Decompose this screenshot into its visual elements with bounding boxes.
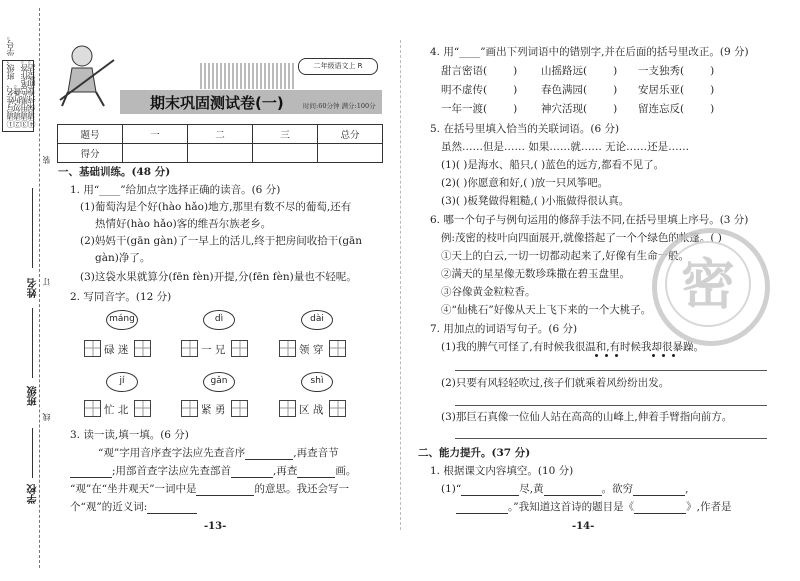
class-field[interactable] xyxy=(32,308,33,378)
q5-stem: 5. 在括号里填入恰当的关联词语。(6 分) xyxy=(430,123,620,135)
char-box[interactable] xyxy=(231,400,248,417)
q7-item-2: (2)只要有风轻轻吹过,孩子们就乘着风纷纷出发。 xyxy=(441,377,670,389)
answer-blank[interactable] xyxy=(245,448,293,460)
q1-line-5: (3)这袋水果就算分(fēn fèn)开提,分(fēn fèn)量也不轻呢。 xyxy=(80,271,357,283)
q2-word: 领 穿 xyxy=(299,344,324,356)
q5-item-3[interactable]: (3)( )板凳做得粗糙,( )小瓶做得很认真。 xyxy=(441,195,630,207)
pinyin-oval: gǎn xyxy=(203,372,235,392)
answer-blank[interactable] xyxy=(231,466,273,478)
q4-item: 山摇路远( xyxy=(541,65,588,77)
q3-text: ,再查音节 xyxy=(293,447,339,459)
pinyin-oval: máng xyxy=(106,310,138,330)
q4-item: 留连忘反( xyxy=(638,103,685,115)
q4-close: ) xyxy=(710,103,715,115)
char-box[interactable] xyxy=(181,340,198,357)
q4-item: 神穴活现( xyxy=(541,103,588,115)
q6-item-1: ①天上的白云,一切一切都动起来了,好像有生命一般。 xyxy=(441,250,690,262)
char-box[interactable] xyxy=(84,400,101,417)
q2-word: 忙 北 xyxy=(104,404,129,416)
monkey-king-icon xyxy=(58,40,118,110)
q4-close: ) xyxy=(513,84,518,96)
q4-row-3c xyxy=(638,102,714,116)
q4-row-2 xyxy=(441,83,517,97)
q2-word: 区 战 xyxy=(299,404,324,416)
emphasis-dot xyxy=(662,354,665,357)
q3-text: 的意思。我还会写一 xyxy=(254,483,349,495)
emphasis-dot xyxy=(615,354,618,357)
pinyin-oval: dài xyxy=(301,310,333,330)
q4-close: ) xyxy=(710,65,715,77)
page-divider xyxy=(400,40,402,530)
char-box[interactable] xyxy=(329,400,346,417)
char-box[interactable] xyxy=(84,340,101,357)
answer-blank[interactable] xyxy=(147,502,197,514)
q4-row-1c xyxy=(638,64,714,78)
q4-item: 一年一渡( xyxy=(441,103,488,115)
q3-line-3 xyxy=(70,482,349,496)
q3-line-2 xyxy=(70,464,356,478)
emphasis-dot xyxy=(605,354,608,357)
q1-stem: 1. 用“____”给加点字选择正确的读音。(6 分) xyxy=(70,184,281,196)
confidential-stamp xyxy=(652,228,770,346)
q5-item-1[interactable]: (1)( )是海水、船只,( )蓝色的远方,都看不见了。 xyxy=(441,159,665,171)
section-1-title: 一、基础训练。(48 分) xyxy=(58,166,171,178)
q2-stem: 2. 写同音字。(12 分) xyxy=(70,291,172,303)
char-box[interactable] xyxy=(231,340,248,357)
score-cell[interactable] xyxy=(253,144,318,163)
q8-line-1 xyxy=(441,482,688,496)
answer-blank[interactable] xyxy=(456,502,508,514)
score-cell[interactable] xyxy=(318,144,383,163)
q8-text: , xyxy=(685,483,689,495)
emphasis-dot xyxy=(672,354,675,357)
q1-line-4: gàn)净了。 xyxy=(95,252,151,264)
q3-text: 画。 xyxy=(335,465,357,477)
q4-close: ) xyxy=(613,65,618,77)
binding-note-4: ④请保持卷面整洁。 xyxy=(27,56,36,128)
q5-options: 虽然……但是…… 如果……就…… 无论……还是…… xyxy=(441,141,690,153)
q1-line-2: 热情好(hào hǎo)客的维吾尔族老乡。 xyxy=(95,218,272,230)
q4-item: 明不虚传( xyxy=(441,84,488,96)
q4-close: ) xyxy=(513,103,518,115)
q4-item: 一支独秀( xyxy=(638,65,685,77)
q8-text: 。欲穷 xyxy=(601,483,634,495)
q4-item: 春色满园( xyxy=(541,84,588,96)
char-box[interactable] xyxy=(279,340,296,357)
q7-item-1: (1)我的脾气可怪了,有时候我很温和,有时候我却很暴躁。 xyxy=(441,341,705,353)
q7-stem: 7. 用加点的词语写句子。(6 分) xyxy=(430,323,578,335)
q8-stem: 1. 根据课文内容填空。(10 分) xyxy=(430,465,574,477)
q2-word: 紧 勇 xyxy=(201,404,226,416)
q3-text: ,再查 xyxy=(273,465,298,477)
q1-line-1: (1)葡萄沟是个好(hào hǎo)地方,那里有数不尽的葡萄,还有 xyxy=(80,201,352,213)
school-label: 学校 xyxy=(28,484,39,504)
q3-text: “观”字用音序查字法应先查音序 xyxy=(98,447,246,459)
char-box[interactable] xyxy=(181,400,198,417)
pinyin-oval: shì xyxy=(301,372,333,392)
q8-text: (1)“ xyxy=(441,483,462,495)
answer-blank[interactable] xyxy=(297,466,335,478)
emphasis-dot xyxy=(595,354,598,357)
q8-text: 》,作者是 xyxy=(686,501,732,513)
answer-blank[interactable] xyxy=(461,484,519,496)
q4-row-1 xyxy=(441,64,517,78)
score-header-row xyxy=(58,125,383,144)
pinyin-oval: dì xyxy=(203,310,235,330)
q6-stem: 6. 哪一个句子与例句运用的修辞手法不同,在括号里填上序号。(3 分) xyxy=(430,214,749,226)
q4-row-1b xyxy=(541,64,617,78)
page-title: 期末巩固测试卷(一) xyxy=(150,94,284,112)
class-label: 班级 xyxy=(28,386,39,406)
binding-note-2: ②请勿折叠。 xyxy=(13,80,22,128)
q4-close: ) xyxy=(513,65,518,77)
char-box[interactable] xyxy=(329,340,346,357)
q6-item-4: ④“仙桃石”好像从天上飞下来的一个大桃子。 xyxy=(441,304,652,316)
score-header-cell: 三 xyxy=(253,125,318,144)
q6-example[interactable]: 例:茂密的枝叶向四面展开,就像搭起了一个个绿色的帐篷。( ) xyxy=(441,232,722,244)
cut-mark-2: 订 xyxy=(42,278,51,286)
answer-line[interactable] xyxy=(455,405,767,406)
score-cell[interactable] xyxy=(123,144,188,163)
q7-item-3: (3)那巨石真像一位仙人站在高高的山峰上,伸着手臂指向前方。 xyxy=(441,411,733,423)
score-row-label: 得分 xyxy=(58,144,123,163)
school-field[interactable] xyxy=(32,428,33,478)
cut-mark-3: 线 xyxy=(42,413,51,421)
name-field[interactable] xyxy=(32,188,33,268)
score-table xyxy=(57,124,383,163)
char-box[interactable] xyxy=(279,400,296,417)
q4-item: 安居乐亚( xyxy=(638,84,685,96)
q2-word: 碌 迷 xyxy=(104,344,129,356)
q4-close: ) xyxy=(613,103,618,115)
char-box[interactable] xyxy=(134,340,151,357)
q4-row-2c xyxy=(638,83,714,97)
stamp-text: 密 xyxy=(665,241,751,327)
q4-close: ) xyxy=(613,84,618,96)
q8-text: 。”我知道这首诗的题目是《 xyxy=(508,501,635,513)
answer-blank[interactable] xyxy=(544,484,602,496)
name-label: 姓名 xyxy=(28,278,39,298)
page-number-left: -13- xyxy=(204,521,227,532)
page-number-right: -14- xyxy=(572,521,595,532)
answer-blank[interactable] xyxy=(633,484,685,496)
q3-text: 个“观”的近义词: xyxy=(70,501,148,513)
score-value-row xyxy=(58,144,383,163)
answer-blank[interactable] xyxy=(70,466,112,478)
score-header-cell: 总分 xyxy=(318,125,383,144)
answer-blank[interactable] xyxy=(634,502,686,514)
q3-text: “观”在“坐井观天”一词中是 xyxy=(70,483,197,495)
q4-item: 甜言密语( xyxy=(441,65,488,77)
q3-line-4 xyxy=(70,500,197,514)
q4-row-3b xyxy=(541,102,617,116)
binding-note-1: ①请写姓名、班级、学号。 xyxy=(6,32,15,128)
score-cell[interactable] xyxy=(188,144,253,163)
q5-item-2[interactable]: (2)( )你愿意和好,( )放一只风筝吧。 xyxy=(441,177,609,189)
binding-note-3: ③请用黑色笔作答。 xyxy=(20,56,29,128)
q3-line-1 xyxy=(98,446,339,460)
q8-text: 尽,黄 xyxy=(519,483,544,495)
score-header-cell: 题号 xyxy=(58,125,123,144)
pinyin-oval: jí xyxy=(106,372,138,392)
answer-blank[interactable] xyxy=(196,484,254,496)
q4-row-2b xyxy=(541,83,617,97)
q2-word: 一 兄 xyxy=(201,344,226,356)
emphasis-dot xyxy=(652,354,655,357)
q4-row-3 xyxy=(441,102,517,116)
section-2-title: 二、能力提升。(37 分) xyxy=(418,447,531,459)
q4-stem: 4. 用“____”画出下列词语中的错别字,并在后面的括号里改正。(9 分) xyxy=(430,46,749,58)
binding-notes-box xyxy=(2,32,36,132)
q1-line-3: (2)妈妈干(gān gàn)了一早上的活儿,终于把房间收拾干(gān xyxy=(80,235,363,247)
q3-text: ;用部首查字法应先查部首 xyxy=(112,465,232,477)
answer-line[interactable] xyxy=(455,438,767,439)
grade-badge: 二年级语文上 R xyxy=(298,58,378,75)
exam-meta: 时间:60分钟 满分:100分 xyxy=(303,102,376,110)
q6-item-3: ③谷像黄金粒粒香。 xyxy=(441,286,536,298)
char-box[interactable] xyxy=(134,400,151,417)
binding-strip xyxy=(2,8,51,568)
answer-line[interactable] xyxy=(455,370,767,371)
q8-line-2 xyxy=(456,500,731,514)
score-header-cell: 一 xyxy=(123,125,188,144)
q6-item-2: ②满天的星星像无数珍珠撒在碧玉盘里。 xyxy=(441,268,630,280)
header-decoration xyxy=(200,63,296,89)
q4-close: ) xyxy=(710,84,715,96)
cut-mark-1: 装 xyxy=(42,156,51,164)
score-header-cell: 二 xyxy=(188,125,253,144)
q3-stem: 3. 读一读,填一填。(6 分) xyxy=(70,429,189,441)
